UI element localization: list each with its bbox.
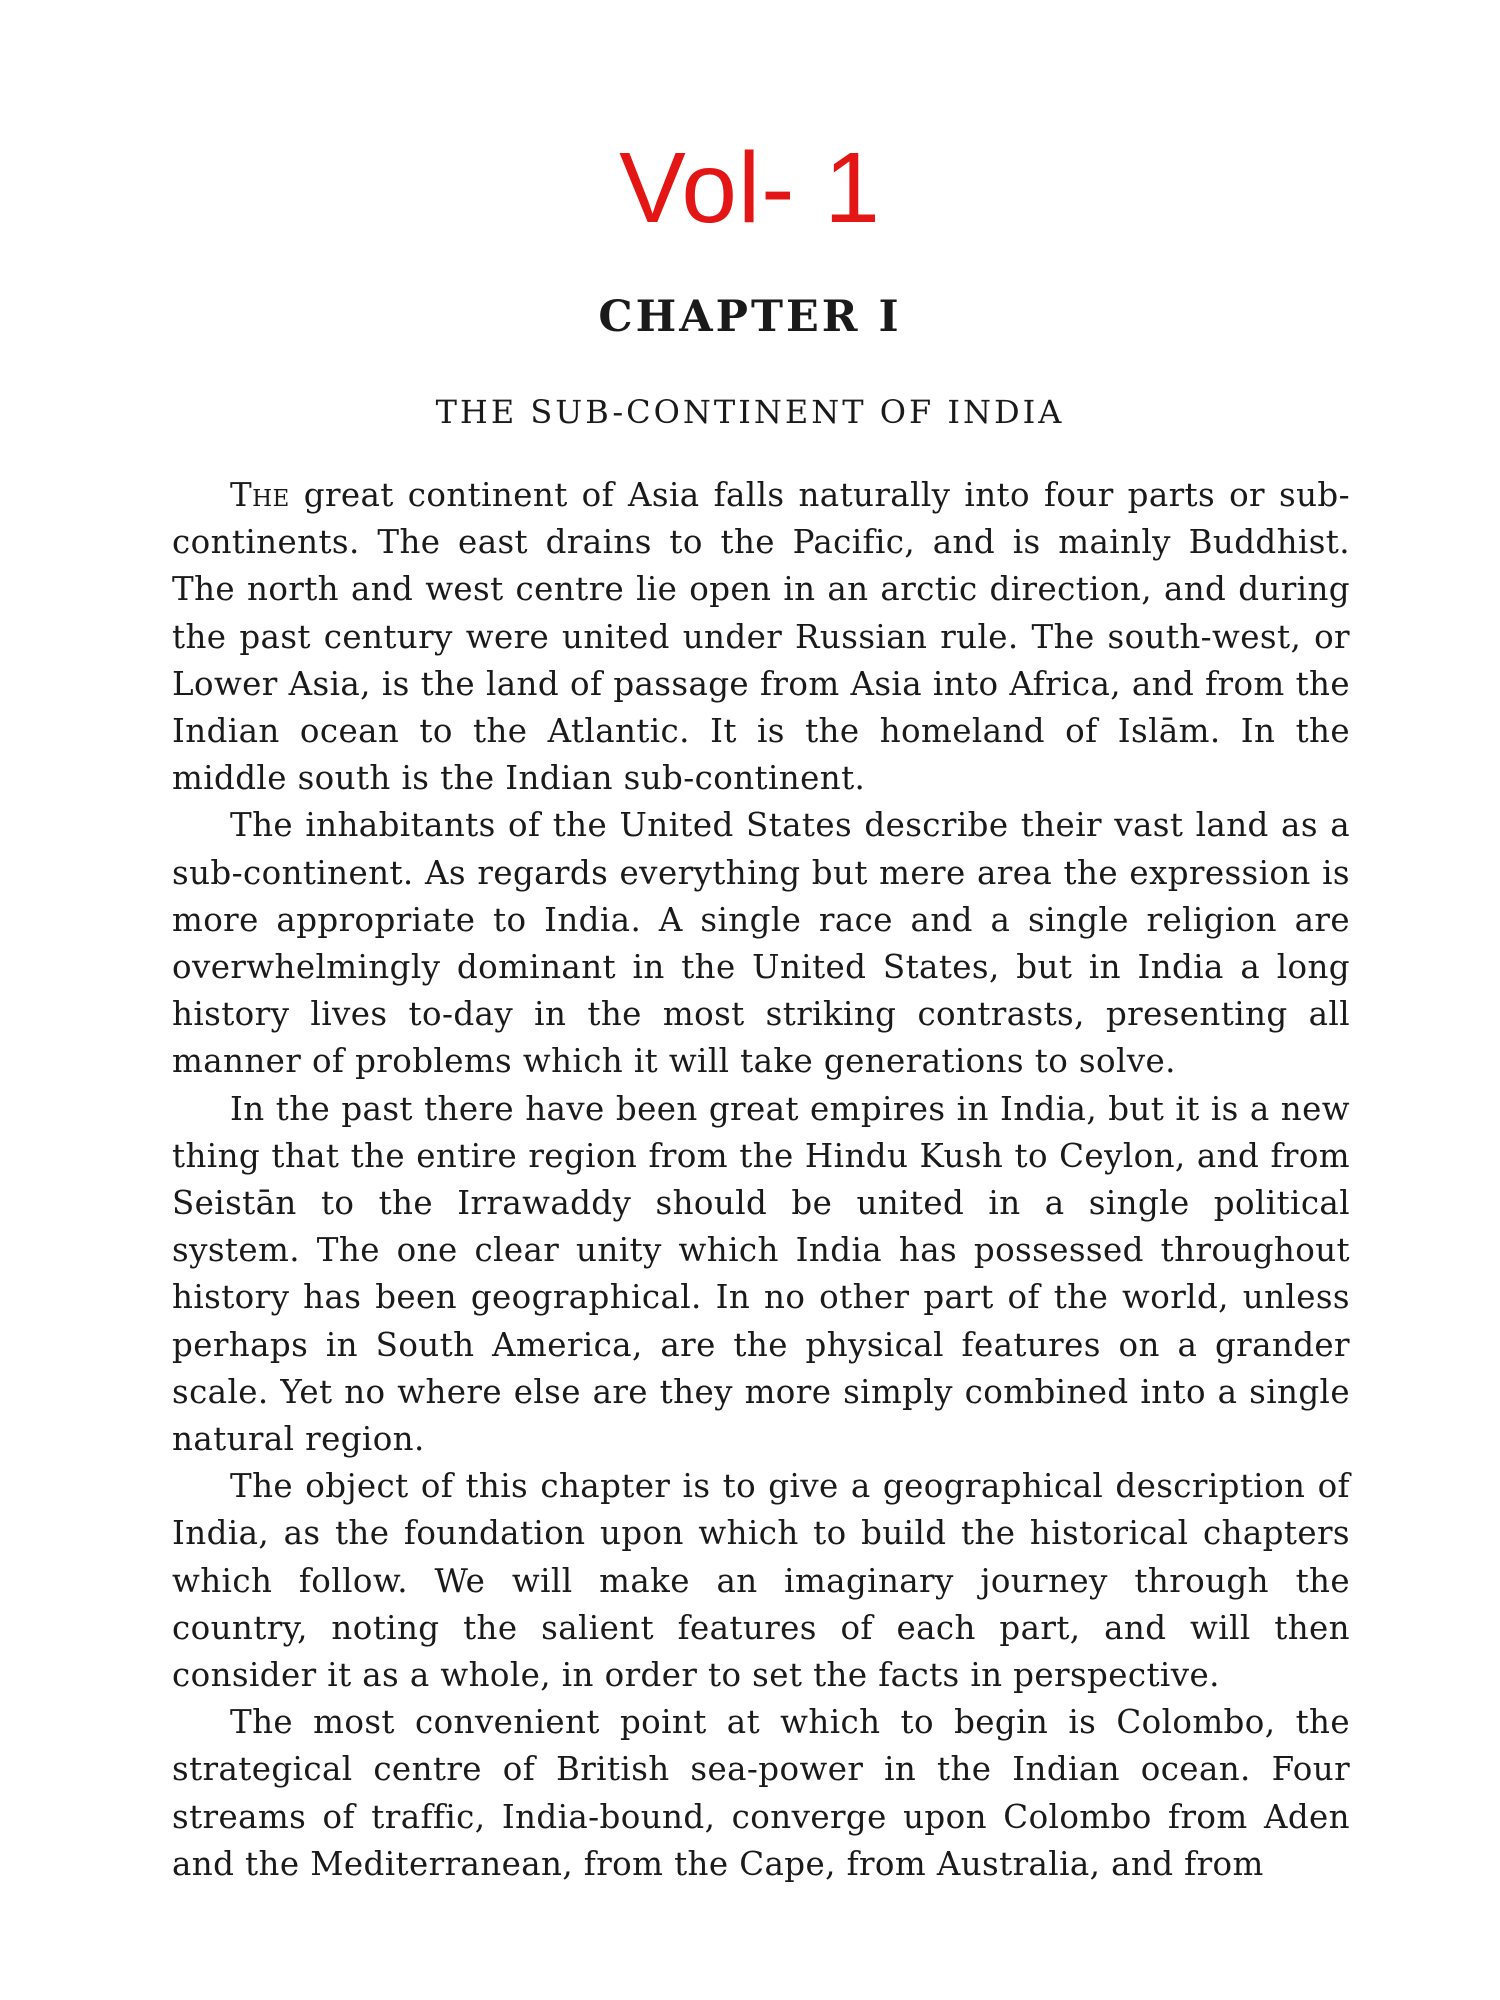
paragraph-text: great continent of Asia falls naturally into four parts or sub-continents. The east drains to the Pacific, and is mainly Buddhist. The north and west centre lie open in an arctic direction, and during the past century were united under Russian rule. The south-west, or Lower Asia, is the land of passage from Asia into Africa, and from the Indian ocean to the Atlantic. It is the homeland of Islām. In the middle south is the Indian sub-continent.: [172, 476, 1350, 798]
paragraph: The inhabitants of the United States describe their vast land as a sub-continent. As regards everything but mere area the expression is more appropriate to India. A single race and a single religion are overwhelmingly dominant in the United States, but in India a long history lives to-day in the most striking contrasts, presenting all manner of problems which it will take generations to solve.: [172, 806, 1350, 1081]
chapter-heading: CHAPTER I: [598, 292, 902, 342]
paragraph: [172, 472, 1350, 802]
body-text: [172, 472, 1350, 1888]
paragraph: In the past there have been great empires in India, but it is a new thing that the entire region from the Hindu Kush to Ceylon, and from Seistān to the Irrawaddy should be united in a single political system. The one clear unity which India has possessed throughout history has been geographical. In no other part of the world, unless perhaps in South America, are the physical features on a grander scale. Yet no where else are they more simply combined into a single natural region.: [172, 1089, 1350, 1459]
paragraph-lead-word: The: [230, 476, 290, 514]
volume-label: Vol- 1: [619, 132, 881, 244]
chapter-title: THE SUB-CONTINENT OF INDIA: [435, 393, 1065, 431]
paragraph: The object of this chapter is to give a geographical description of India, as the foundation upon which to build the historical chapters which follow. We will make an imaginary journey through the country, noting the salient features of each part, and will then consider it as a whole, in order to set the facts in perspective.: [172, 1467, 1350, 1695]
paragraph: The most convenient point at which to begin is Colombo, the strategical centre of British sea-power in the Indian ocean. Four streams of traffic, India-bound, converge upon Colombo from Aden and the Mediterranean, from the Cape, from Australia, and from: [172, 1703, 1350, 1883]
